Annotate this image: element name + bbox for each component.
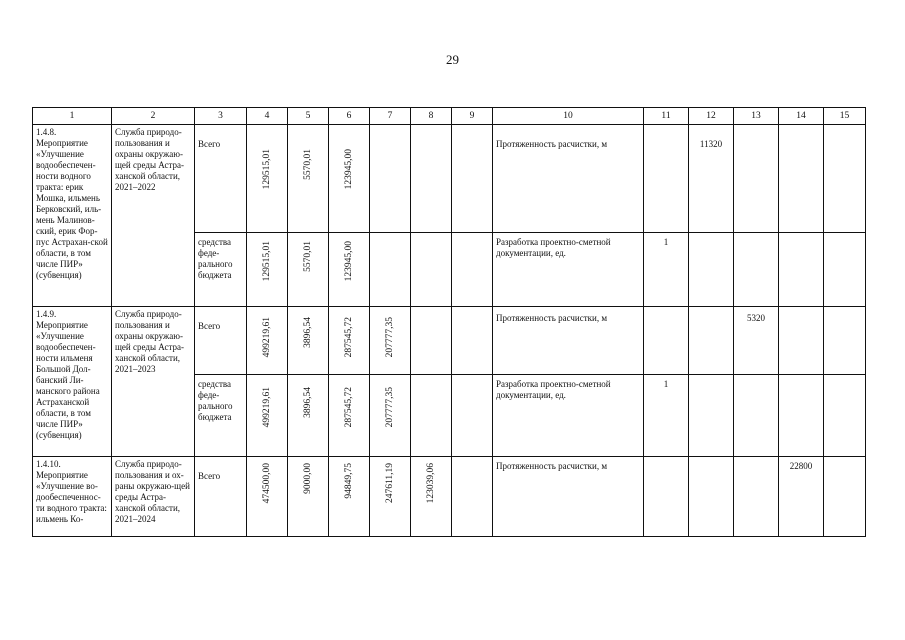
- measure-cell: 1.4.9. Мероприятие «Улучшение водообеспечен-ности ильменя Большой Дол-банский Ли-манского района Астраханской области, в том числе ПИР» (субвенция): [33, 307, 112, 457]
- value-cell: [370, 233, 411, 307]
- target-cell: [824, 457, 866, 537]
- target-cell: [779, 307, 824, 375]
- value-cell: [370, 125, 411, 233]
- target-cell: [779, 125, 824, 233]
- target-cell: [779, 233, 824, 307]
- value-cell: [370, 307, 411, 375]
- header-cell: 3: [195, 108, 247, 125]
- indicator-cell: Разработка проектно-сметной документации, ед.: [493, 375, 644, 457]
- value-text: 287545,72: [343, 317, 354, 358]
- value-text: 499219,61: [261, 317, 272, 358]
- value-cell: [370, 457, 411, 537]
- table-row: [33, 307, 866, 375]
- value-cell: [247, 307, 288, 375]
- value-text: 9000,00: [302, 463, 313, 494]
- target-cell: 1: [644, 233, 689, 307]
- value-cell: [370, 375, 411, 457]
- value-cell: [247, 125, 288, 233]
- value-cell: [288, 307, 329, 375]
- target-cell: [734, 457, 779, 537]
- indicator-cell: Разработка проектно-сметной документации, ед.: [493, 233, 644, 307]
- value-cell: [452, 457, 493, 537]
- value-cell: [288, 233, 329, 307]
- header-cell: 6: [329, 108, 370, 125]
- target-cell: [824, 375, 866, 457]
- measure-cell: 1.4.10. Мероприятие «Улучшение во-дообеспеченнос-ти водного тракта: ильмень Ко-: [33, 457, 112, 537]
- header-cell: 10: [493, 108, 644, 125]
- header-cell: 12: [689, 108, 734, 125]
- source-cell: средства феде-рального бюджета: [195, 375, 247, 457]
- value-text: 129515,01: [261, 149, 272, 190]
- indicator-cell: Протяженность расчистки, м: [493, 457, 644, 537]
- value-text: 94849,75: [343, 463, 354, 499]
- value-text: 123945,00: [343, 241, 354, 282]
- target-cell: [734, 233, 779, 307]
- value-cell: [452, 125, 493, 233]
- value-text: 123039,06: [425, 463, 436, 504]
- target-cell: [644, 307, 689, 375]
- target-cell: [779, 375, 824, 457]
- header-cell: 7: [370, 108, 411, 125]
- budget-table: [32, 107, 866, 537]
- value-cell: [329, 375, 370, 457]
- header-cell: 15: [824, 108, 866, 125]
- value-text: 474500,00: [261, 463, 272, 504]
- value-cell: [411, 457, 452, 537]
- executor-cell: Служба природо-пользования и охраны окружаю-щей среды Астра-ханской области, 2021–2023: [112, 307, 195, 457]
- value-cell: [247, 375, 288, 457]
- target-cell: [734, 125, 779, 233]
- value-cell: [329, 233, 370, 307]
- target-cell: 1: [644, 375, 689, 457]
- value-text: 247611,19: [384, 463, 395, 504]
- header-cell: 4: [247, 108, 288, 125]
- target-cell: [644, 125, 689, 233]
- target-cell: 11320: [689, 125, 734, 233]
- value-text: 5570,01: [302, 241, 313, 272]
- header-cell: 11: [644, 108, 689, 125]
- table-row: [33, 457, 866, 537]
- value-cell: [288, 125, 329, 233]
- source-cell: Всего: [195, 307, 247, 375]
- value-text: 5570,01: [302, 149, 313, 180]
- value-cell: [452, 233, 493, 307]
- value-cell: [411, 233, 452, 307]
- target-cell: [644, 457, 689, 537]
- target-cell: 5320: [734, 307, 779, 375]
- header-row: [33, 108, 866, 125]
- target-cell: [689, 457, 734, 537]
- value-cell: [329, 457, 370, 537]
- value-cell: [329, 125, 370, 233]
- value-cell: [329, 307, 370, 375]
- value-text: 499219,61: [261, 387, 272, 428]
- target-cell: 22800: [779, 457, 824, 537]
- header-cell: 9: [452, 108, 493, 125]
- header-cell: 8: [411, 108, 452, 125]
- table-row: [33, 125, 866, 233]
- source-cell: Всего: [195, 457, 247, 537]
- target-cell: [824, 233, 866, 307]
- value-text: 287545,72: [343, 387, 354, 428]
- header-cell: 2: [112, 108, 195, 125]
- value-cell: [247, 457, 288, 537]
- target-cell: [689, 307, 734, 375]
- header-cell: 14: [779, 108, 824, 125]
- target-cell: [734, 375, 779, 457]
- source-cell: Всего: [195, 125, 247, 233]
- target-cell: [689, 375, 734, 457]
- value-cell: [288, 375, 329, 457]
- value-cell: [411, 125, 452, 233]
- value-text: 3896,54: [302, 317, 313, 348]
- value-cell: [247, 233, 288, 307]
- target-cell: [824, 125, 866, 233]
- measure-cell: 1.4.8. Мероприятие «Улучшение водообеспечен-ности водного тракта: ерик Мошка, ильмень Берковский, иль-мень Малинов-ский, ерик Фор-пус Астрахан-ской области, в том числе ПИР» (субвенция): [33, 125, 112, 307]
- header-cell: 13: [734, 108, 779, 125]
- target-cell: [689, 233, 734, 307]
- indicator-cell: Протяженность расчистки, м: [493, 307, 644, 375]
- value-cell: [452, 375, 493, 457]
- executor-cell: Служба природо-пользования и охраны окружаю-щей среды Астра-ханской области, 2021–2022: [112, 125, 195, 307]
- target-cell: [824, 307, 866, 375]
- value-text: 123945,00: [343, 149, 354, 190]
- indicator-cell: Протяженность расчистки, м: [493, 125, 644, 233]
- page-number: 29: [446, 52, 459, 67]
- executor-cell: Служба природо-пользования и ох-раны окружаю-щей среды Астра-ханской области, 2021–2024: [112, 457, 195, 537]
- value-cell: [288, 457, 329, 537]
- header-cell: 1: [33, 108, 112, 125]
- value-text: 129515,01: [261, 241, 272, 282]
- source-cell: средства феде-рального бюджета: [195, 233, 247, 307]
- value-text: 207777,35: [384, 317, 395, 358]
- value-text: 207777,35: [384, 387, 395, 428]
- value-cell: [411, 375, 452, 457]
- header-cell: 5: [288, 108, 329, 125]
- value-text: 3896,54: [302, 387, 313, 418]
- value-cell: [411, 307, 452, 375]
- value-cell: [452, 307, 493, 375]
